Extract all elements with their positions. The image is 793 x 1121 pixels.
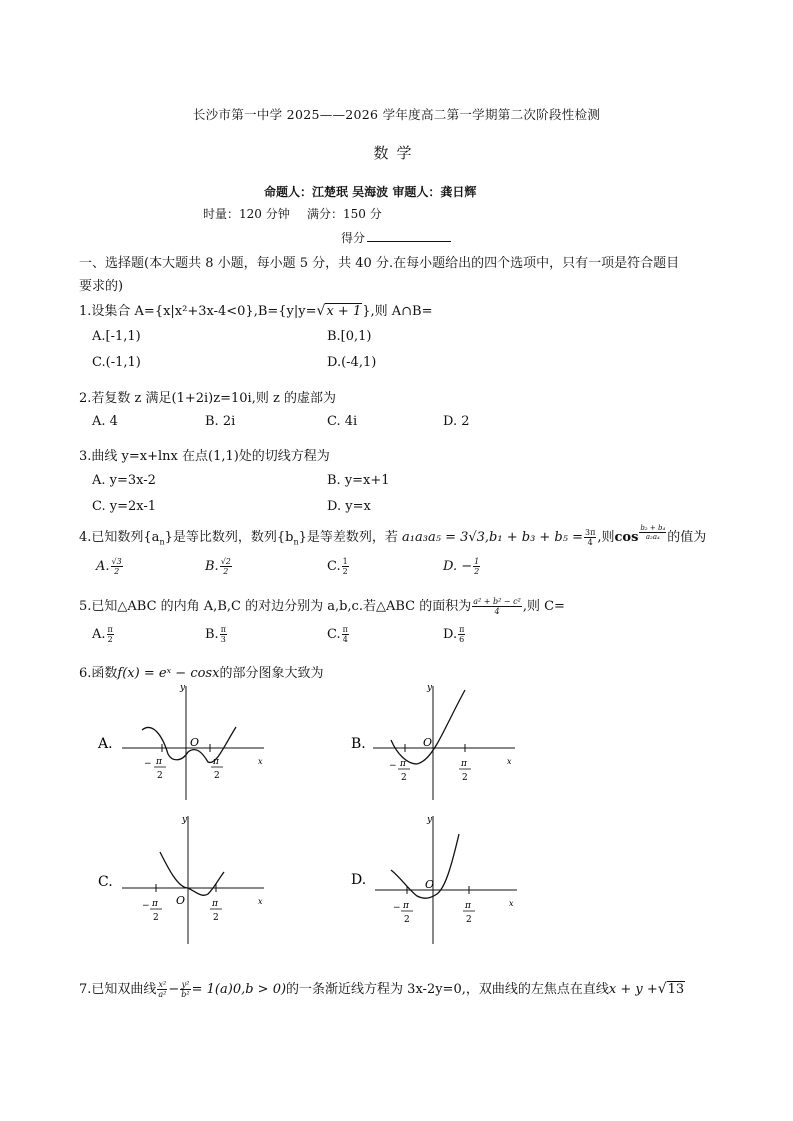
question-1-stem: 1.设集合 A={x|x²+3x-4<0},B={y|y=√x + 1},则 A∩B= [79, 303, 433, 319]
q5-option-a: A. $\frac{\pi}{2}$ [92, 625, 113, 644]
q2-option-d: D. 2 [443, 414, 470, 429]
question-2-stem: 2.若复数 z 满足(1+2i)z=10i,则 z 的虚部为 [79, 391, 336, 406]
q1-option-b: B.[0,1) [327, 329, 372, 344]
q3-option-b: B. y=x+1 [327, 473, 390, 488]
q4-option-d: D. − $\frac{1}{2}$ [443, 557, 480, 576]
svg-text:O: O [425, 878, 435, 891]
graph-option-b [345, 682, 535, 802]
svg-text:π: π [400, 759, 406, 769]
sqrt-expression: x + 1 [326, 304, 362, 319]
svg-text:D.: D. [351, 872, 367, 888]
q4-option-c: C. $\frac{1}{2}$ [327, 557, 348, 576]
svg-text:2: 2 [404, 915, 410, 925]
score-label: 得分 [341, 231, 366, 245]
hyperbola-equation: = 1(a)0,b > 0) [191, 982, 287, 997]
q4-option-b: B. $\frac{√2}{2}$ [205, 557, 231, 576]
question-4-stem: 4.已知数列$\{a_n\}$是等比数列，数列$\{b_n\}$是等差数列，若 a₁a₃a₅ = 3√3,b₁ + b₃ + b₅ = $\frac{3\pi}{4}$ ,则cos $^{\frac{\text{b₂ + b₄}}{\text{a₂a₄}}}$ 的值为 [79, 524, 707, 547]
time-limit: 时量：120 分钟 [203, 207, 290, 221]
svg-text:2: 2 [462, 773, 468, 783]
score-blank [367, 229, 451, 242]
question-6-stem: 6.函数f(x) = eˣ − cosx的部分图象大致为 [79, 666, 324, 681]
svg-text:2: 2 [214, 771, 220, 781]
svg-text:y: y [427, 815, 433, 825]
svg-text:y: y [427, 683, 433, 693]
q3-option-c: C. y=2x-1 [92, 499, 157, 514]
svg-text:x: x [509, 899, 514, 908]
q2-option-a: A. 4 [92, 414, 118, 429]
svg-text:B.: B. [351, 736, 366, 752]
authors-line: 命题人：江楚珉 吴海波 审题人：龚日辉 [264, 185, 477, 199]
subject-title: 数学 [373, 144, 420, 162]
full-score: 满分：150 分 [307, 207, 382, 221]
svg-text:C.: C. [98, 874, 113, 890]
q5-option-c: C. $\frac{\pi}{4}$ [327, 625, 348, 644]
svg-text:O: O [176, 894, 186, 907]
svg-text:π: π [213, 757, 219, 767]
svg-text:2: 2 [213, 913, 219, 923]
section-heading: 一、选择题(本大题共 8 小题，每小题 5 分，共 40 分.在每小题给出的四个选项中，只有一项是符合题目 [79, 256, 680, 271]
score-field [341, 229, 451, 246]
line-expression: x + y + [608, 982, 658, 997]
svg-text:2: 2 [466, 915, 472, 925]
svg-text:π: π [461, 759, 467, 769]
graph-option-c [92, 812, 282, 947]
svg-text:2: 2 [401, 773, 407, 783]
svg-text:x: x [507, 757, 512, 766]
svg-text:O: O [190, 736, 200, 749]
q5-option-b: B. $\frac{\pi}{3}$ [205, 625, 226, 644]
svg-text:π: π [465, 901, 471, 911]
svg-text:−: − [142, 901, 150, 911]
svg-text:2: 2 [157, 771, 163, 781]
question-3-stem: 3.曲线 y=x+lnx 在点(1,1)处的切线方程为 [79, 449, 330, 464]
svg-text:−: − [144, 759, 152, 769]
q1-option-c: C.(-1,1) [92, 355, 141, 370]
question-5-stem: 5.已知△ABC 的内角 A,B,C 的对边分别为 a,b,c.若△ABC 的面积为 $\frac{\text{a² + b² − c²}}{4}$ ,则 C= [79, 597, 565, 616]
svg-text:π: π [403, 901, 409, 911]
q4-option-a: A. $\frac{√3}{2}$ [96, 557, 122, 576]
svg-text:π: π [212, 899, 218, 909]
function-expression: f(x) = eˣ − cosx [117, 666, 220, 681]
question-7-stem: 7.已知双曲线 $\frac{\text{x²}}{\text{a²}}$ − $\frac{\text{y²}}{\text{b²}}$ = 1(a)0,b > 0)的一条渐近线方程为 3x-2y=0,，双曲线的左焦点在直线x + y +√13 [79, 980, 685, 999]
svg-text:O: O [423, 736, 433, 749]
graph-option-a [92, 682, 282, 802]
product-equation: a₁a₃a₅ = 3√3 [402, 529, 485, 545]
svg-text:y: y [182, 815, 188, 825]
section-heading-cont: 要求的) [79, 279, 124, 294]
q3-option-a: A. y=3x-2 [92, 473, 156, 488]
q1-option-d: D.(-4,1) [327, 355, 377, 370]
q5-option-d: D. $\frac{\pi}{6}$ [443, 625, 465, 644]
svg-text:A.: A. [98, 736, 113, 752]
svg-text:−: − [393, 903, 401, 913]
sum-equation: ,b₁ + b₃ + b₅ = [484, 529, 583, 545]
svg-text:π: π [156, 757, 162, 767]
svg-text:x: x [258, 897, 263, 906]
q2-option-b: B. 2i [205, 414, 236, 429]
svg-text:−: − [389, 761, 397, 771]
q3-option-d: D. y=x [327, 499, 371, 514]
svg-text:π: π [152, 899, 158, 909]
graph-option-d [345, 812, 535, 947]
q2-option-c: C. 4i [327, 414, 358, 429]
sqrt-13: 13 [667, 982, 685, 997]
svg-text:x: x [258, 757, 263, 766]
q1-option-a: A.[-1,1) [92, 329, 141, 344]
exam-title: 长沙市第一中学 2025——2026 学年度高二第一学期第二次阶段性检测 [192, 107, 601, 122]
svg-text:2: 2 [153, 913, 159, 923]
svg-text:y: y [180, 683, 186, 693]
